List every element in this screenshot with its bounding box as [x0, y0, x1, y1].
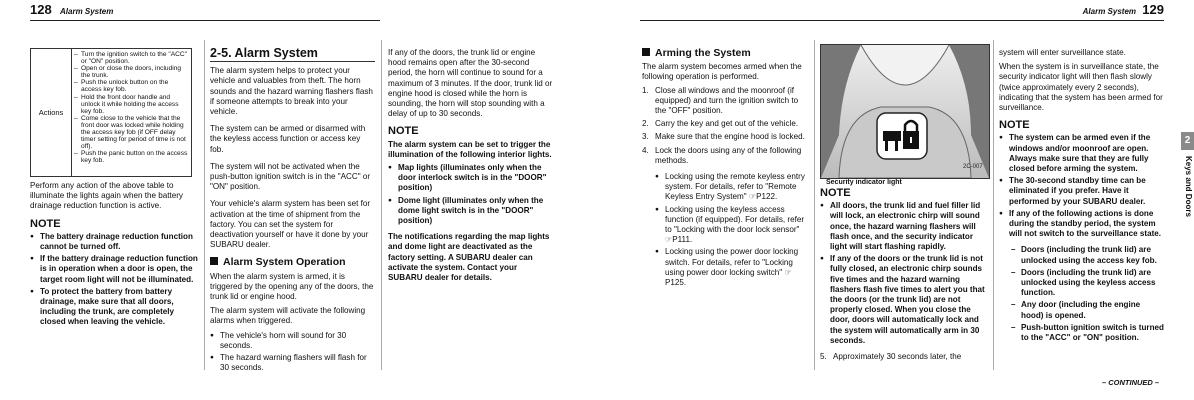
action-item: – Open or close the doors, including the trunk. — [74, 65, 188, 79]
column-divider — [814, 40, 815, 370]
action-item: – Hold the front door handle and unlock it while holding the access key fob. — [74, 94, 188, 115]
note-item: ● All doors, the trunk lid and fuel filler lid will lock, an electronic chirp will sound once, the hazard warning flashers will flash once, and the security indicator light will start flashing rapidly. — [820, 201, 988, 252]
paragraph: The alarm system will activate the following alarms when triggered. — [210, 306, 366, 326]
subheading: Arming the System — [642, 48, 808, 58]
right-page-header — [640, 0, 1164, 21]
sub-item: – Push-button ignition switch is turned to the "ACC" or "ON" position. — [1011, 323, 1164, 343]
paragraph: If any of the doors, the trunk lid or engine hood remains open after the 30-second period, the horn will continue to sound for a maximum of 3 minutes. If the door, trunk lid or engine hood is closed while the horn is sounding, the horn will stop sounding with a delay of up to 30 seconds. — [388, 48, 553, 119]
sub-item: – Any door (including the engine hood) is opened. — [1011, 300, 1164, 320]
page-number: 128 — [30, 2, 52, 17]
figure-code: 2C-007 — [963, 164, 983, 170]
paragraph: Your vehicle's alarm system has been set for activation at the time of shipment from the factory. You can set the system for deactivation yourself or have it done by your SUBARU dealer. — [210, 199, 371, 250]
action-item: – Come close to the vehicle that the front door was locked while holding the access key fob (if OFF delay timer setting for period of time is not off). — [74, 115, 188, 150]
step-item: 5. Approximately 30 seconds later, the — [820, 352, 962, 362]
method-item: ● Locking using the remote keyless entry system. For details, refer to "Remote Keyless Entry System" ☞P122. — [655, 172, 808, 203]
note-list — [30, 232, 198, 328]
note-item: ● Map lights (illuminates only when the door interlock switch is in the "DOOR" position) — [388, 163, 553, 194]
chapter-tab: 2 — [1181, 132, 1194, 150]
note-item: ● If any of the doors or the trunk lid is not fully closed, an electronic chirp sounds five times and the hazard warning flashers flash five times to alert you that the doors (or the trunk lid) are not properly closed. When you close the door, doors will automatically lock and the system will automatically arm in 30 seconds. — [820, 254, 988, 346]
note-item: ● The battery drainage reduction function cannot be turned off. — [30, 232, 198, 252]
column-divider — [381, 40, 382, 370]
note-list — [820, 201, 988, 346]
continued-marker: – CONTINUED – — [1102, 378, 1160, 387]
step-list — [820, 352, 988, 362]
note-item: ● If the battery drainage reduction function is in operation when a door is open, the target room light will not be illuminated. — [30, 254, 198, 285]
note-item: ● To protect the battery from battery drainage, make sure that all doors, including the trunk, are completely closed when leaving the vehicle. — [30, 287, 198, 328]
note-item: ● Dome light (illuminates only when the dome light switch is in the "DOOR" position) — [388, 196, 553, 227]
method-item: ● Locking using the keyless access function (if equipped). For details, refer to "Locking with the door lock sensor" ☞P111. — [655, 205, 808, 246]
method-item: ● Locking using the power door locking switch. For details, refer to "Locking using power door locking switch" ☞P125. — [655, 247, 808, 288]
instrument-cluster-illustration — [821, 45, 989, 178]
note-paragraph: The notifications regarding the map lights and dome light are deactivated as the factory setting. A SUBARU dealer can activate the system. Contact your SUBARU dealer for details. — [388, 232, 550, 283]
actions-table — [30, 48, 192, 177]
note-list — [388, 163, 553, 226]
actions-list — [74, 51, 188, 165]
note-item: ● The 30-second standby time can be eliminated if you prefer. Have it performed by your SUBARU dealer. — [999, 176, 1164, 207]
section-heading: 2-5. Alarm System — [210, 48, 375, 62]
bullet-item: ● The hazard warning flashers will flash for 30 seconds. — [210, 353, 375, 373]
left-col2-body — [210, 48, 375, 379]
step-item: 3. Make sure that the engine hood is locked. — [642, 132, 805, 142]
left-page-header — [30, 0, 380, 21]
column-divider — [204, 40, 205, 370]
sub-item: – Doors (including the trunk lid) are unlocked using the access key fob. — [1011, 245, 1164, 265]
security-indicator-figure — [820, 44, 990, 179]
paragraph: The alarm system becomes armed when the following operation is performed. — [642, 62, 802, 82]
section-title: Alarm System — [1082, 7, 1136, 16]
paragraph: The system can be armed or disarmed with the keyless access function or access key fob. — [210, 124, 366, 154]
chapter-tab-label: Keys and Doors — [1184, 156, 1193, 217]
column-divider — [993, 40, 994, 370]
step-item: 4. Lock the doors using any of the following methods. — [642, 145, 802, 165]
note-item: ● The system can be armed even if the windows and/or moonroof are open. Always make sure that they are fully closed before arming the system. — [999, 133, 1164, 174]
paragraph: Perform any action of the above table to illuminate the lights again when the battery drainage reduction function is active. — [30, 181, 183, 211]
right-col1-body — [642, 48, 808, 294]
note-item: ● If any of the following actions is done during the standby period, the system will not switch to the surveillance state. — [999, 209, 1164, 240]
note-list — [999, 133, 1164, 239]
note-heading: NOTE — [999, 119, 1030, 132]
note-heading: NOTE — [30, 217, 61, 230]
step-list — [642, 86, 808, 166]
figure-caption: Security indicator light — [826, 179, 902, 186]
note-paragraph: The alarm system can be set to trigger the illumination of the following interior lights. — [388, 139, 552, 159]
page-number: 129 — [1142, 2, 1164, 17]
right-col2-body — [820, 188, 988, 368]
step-item: 1. Close all windows and the moonroof (if equipped) and turn the ignition switch to the "OFF" position. — [642, 85, 799, 116]
right-col3-body — [999, 48, 1164, 349]
actions-label: Actions — [31, 49, 72, 176]
step-item: 2. Carry the key and get out of the vehicle. — [642, 119, 799, 129]
action-item: – Turn the ignition switch to the "ACC" or "ON" position. — [74, 51, 188, 65]
subheading: Alarm System Operation — [210, 257, 375, 267]
paragraph: When the alarm system is armed, it is triggered by the opening any of the doors, the trunk lid or engine hood. — [210, 271, 374, 302]
paragraph: system will enter surveillance state. — [999, 48, 1126, 57]
paragraph: The alarm system helps to protect your vehicle and valuables from theft. The horn sounds and the hazard warning flashers flash if someone attempts to break into your vehicle. — [210, 66, 373, 117]
sub-list — [999, 245, 1164, 343]
bullet-item: ● The vehicle's horn will sound for 30 seconds. — [210, 331, 375, 351]
left-col1-body — [30, 181, 198, 334]
paragraph: The system will not be activated when the push-button ignition switch is in the "ACC" or "ON" position. — [210, 161, 371, 192]
sub-item: – Doors (including the trunk lid) are unlocked using the keyless access function. — [1011, 268, 1164, 299]
left-col3-body — [388, 48, 553, 290]
section-title: Alarm System — [60, 7, 114, 16]
bullet-list — [210, 331, 375, 374]
square-bullet-icon — [642, 48, 650, 56]
paragraph: When the system is in surveillance state, the security indicator light will then flash slowly (twice approximately every 2 seconds), indicating that the system has been armed for surveillance. — [999, 62, 1163, 113]
action-item: – Push the unlock button on the access key fob. — [74, 79, 188, 93]
square-bullet-icon — [210, 257, 218, 265]
action-item: – Push the panic button on the access key fob. — [74, 150, 188, 164]
note-heading: NOTE — [820, 187, 851, 199]
method-list — [642, 172, 808, 288]
note-heading: NOTE — [388, 125, 419, 138]
